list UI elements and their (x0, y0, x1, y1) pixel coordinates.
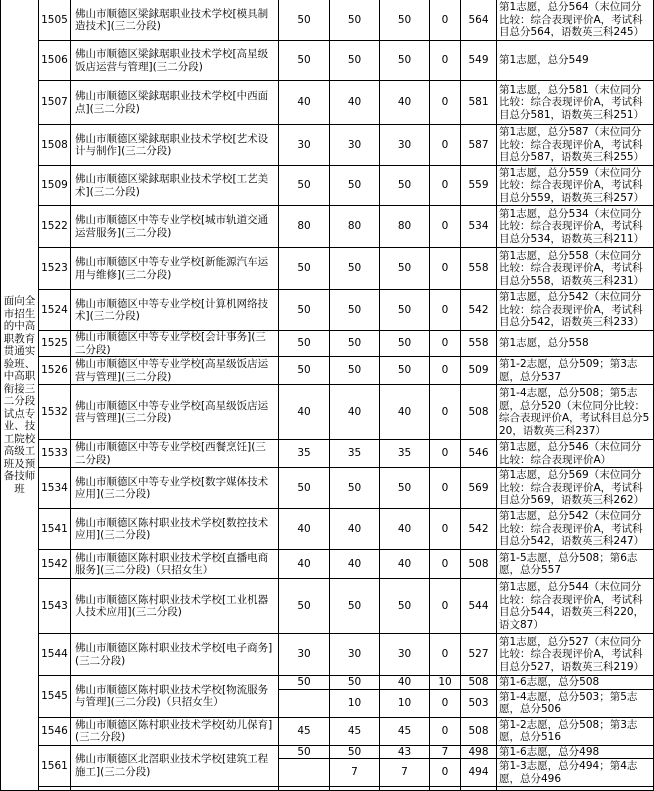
score-cell: 527 (461, 634, 497, 676)
school-major-cell: 佛山市顺德区中等专业学校[西餐烹饪](三二分段) (71, 440, 279, 468)
score-cell: 544 (461, 579, 497, 634)
note-cell: 第1志愿，总分564（末位同分比较：综合表现评价A，考试科目总分564，语数英三科245） (497, 0, 654, 41)
score-cell: 508 (461, 385, 497, 440)
plan-c-cell: 35 (380, 440, 430, 468)
score-cell: 509 (461, 357, 497, 385)
plan-b-cell: 30 (330, 125, 380, 166)
school-major-cell: 佛山市顺德区中等专业学校[高星级饭店运营与管理](三二分段) (71, 357, 279, 385)
plan-a-cell: 45 (279, 717, 330, 745)
plan-b-cell: 50 (330, 290, 380, 331)
score-cell: 564 (461, 0, 497, 41)
plan-b-cell: 30 (330, 634, 380, 676)
plan-c-cell: 40 (380, 81, 430, 125)
plan-b-cell: 50 (330, 0, 380, 41)
plan-d-cell: 0 (430, 81, 461, 125)
plan-c-cell: 40 (380, 509, 430, 550)
code-cell: 1534 (39, 468, 71, 509)
plan-d-cell: 0 (430, 509, 461, 550)
score-cell: 549 (461, 41, 497, 81)
table-body (1, 0, 654, 791)
note-cell: 第1志愿，总分544（末位同分比较：综合表现评价A，考试科目总分544，语数英三科220，语文87） (497, 579, 654, 634)
note-cell: 第1志愿，总分581（末位同分比较：综合表现评价A，考试科目总分581，语数英三科251） (497, 81, 654, 125)
plan-a-cell: 40 (279, 81, 330, 125)
plan-c-cell: 50 (380, 331, 430, 357)
plan-d-cell: 0 (430, 717, 461, 745)
plan-b-cell: 10 (330, 689, 380, 717)
plan-c-cell: 7 (380, 759, 430, 787)
plan-d-cell: 7 (430, 745, 461, 759)
code-cell: 1526 (39, 357, 71, 385)
school-major-cell: 佛山市顺德区陈村职业技术学校[电子商务](三二分段) (71, 634, 279, 676)
table-row (1, 509, 654, 550)
plan-d-cell: 0 (430, 468, 461, 509)
code-cell: 1541 (39, 509, 71, 550)
plan-a-cell: 50 (279, 579, 330, 634)
plan-a-cell: 40 (279, 509, 330, 550)
plan-a-cell: 50 (279, 357, 330, 385)
plan-b-cell: 45 (330, 717, 380, 745)
score-cell: 569 (461, 468, 497, 509)
code-cell: 1561 (39, 745, 71, 787)
table-row (1, 331, 654, 357)
school-major-cell: 佛山市顺德区中等专业学校[城市轨道交通运营服务](三二分段) (71, 206, 279, 248)
table-row (1, 634, 654, 676)
table-row (1, 579, 654, 634)
plan-b-cell: 50 (330, 676, 380, 690)
score-cell: 534 (461, 206, 497, 248)
score-cell: 542 (461, 290, 497, 331)
plan-a-cell: 50 (279, 166, 330, 206)
plan-b-cell: 50 (330, 41, 380, 81)
table-row (1, 468, 654, 509)
plan-a-cell: 50 (279, 290, 330, 331)
code-cell: 1532 (39, 385, 71, 440)
plan-a-cell: 40 (279, 385, 330, 440)
note-cell: 第1志愿，总分569（末位同分比较：综合表现评价A，考试科目总分569，语数英三科262） (497, 468, 654, 509)
school-major-cell: 佛山市顺德区梁銶琚职业技术学校[中西面点](三二分段) (71, 81, 279, 125)
note-cell: 第1志愿，总分587（末位同分比较：综合表现评价A，考试科目总分587，语数英三科255） (497, 125, 654, 166)
plan-a-cell: 40 (279, 550, 330, 579)
plan-b-cell: 40 (330, 509, 380, 550)
note-cell: 第1志愿，总分542（末位同分比较：综合表现评价A，考试科目总分542，语数英三科247） (497, 509, 654, 550)
school-major-cell: 佛山市顺德区中等专业学校[计算机网络技术](三二分段) (71, 290, 279, 331)
note-cell: 第1-2志愿，总分508；第3志愿，总分516 (497, 717, 654, 745)
score-cell: 508 (461, 676, 497, 690)
note-cell: 第1志愿，总分546（末位同分比较：综合表现评价A） (497, 440, 654, 468)
table-row (1, 385, 654, 440)
plan-c-cell: 10 (380, 689, 430, 717)
code-cell: 1506 (39, 41, 71, 81)
note-cell: 第1-5志愿，总分508；第6志愿，总分557 (497, 550, 654, 579)
plan-d-cell: 0 (430, 579, 461, 634)
plan-c-cell: 50 (380, 41, 430, 81)
plan-d-cell: 0 (430, 357, 461, 385)
table-row (1, 166, 654, 206)
school-major-cell: 佛山市顺德区陈村职业技术学校[工业机器人技术应用](三二分段) (71, 579, 279, 634)
plan-c-cell: 30 (380, 125, 430, 166)
plan-a-cell (279, 689, 330, 717)
code-cell: 1546 (39, 717, 71, 745)
plan-c-cell: 45 (380, 717, 430, 745)
plan-b-cell: 40 (330, 81, 380, 125)
school-major-cell: 佛山市顺德区梁銶琚职业技术学校[工艺美术](三二分段) (71, 166, 279, 206)
table-row (1, 676, 654, 690)
note-cell: 第1-4志愿，总分503；第5志愿，总分506 (497, 689, 654, 717)
plan-d-cell: 0 (430, 689, 461, 717)
score-cell: 558 (461, 331, 497, 357)
plan-d-cell: 0 (430, 385, 461, 440)
plan-b-cell: 7 (330, 759, 380, 787)
plan-a-cell: 80 (279, 206, 330, 248)
note-cell: 第1-6志愿，总分498 (497, 745, 654, 759)
school-major-cell: 佛山市顺德区陈村职业技术学校[幼儿保育](三二分段) (71, 717, 279, 745)
score-cell: 542 (461, 509, 497, 550)
plan-b-cell: 40 (330, 550, 380, 579)
table-row (1, 290, 654, 331)
school-major-cell: 佛山市顺德区北滘职业技术学校[建筑工程施工](三二分段) (71, 745, 279, 787)
note-cell: 第1-3志愿，总分494；第4志愿，总分496 (497, 759, 654, 787)
table-row (1, 41, 654, 81)
plan-a-cell: 35 (279, 440, 330, 468)
plan-b-cell: 50 (330, 357, 380, 385)
note-cell: 第1志愿，总分549 (497, 41, 654, 81)
code-cell: 1542 (39, 550, 71, 579)
table-row (1, 550, 654, 579)
plan-d-cell: 10 (430, 676, 461, 690)
note-cell: 第1志愿，总分542（末位同分比较：综合表现评价A，考试科目总分542，语数英三科233） (497, 290, 654, 331)
school-major-cell: 佛山市顺德区陈村职业技术学校[物流服务与管理](三二分段)（只招女生） (71, 676, 279, 718)
school-major-cell: 佛山市顺德区中等专业学校[新能源汽车运用与维修](三二分段) (71, 248, 279, 290)
code-cell: 1508 (39, 125, 71, 166)
score-cell: 508 (461, 550, 497, 579)
note-cell: 第1志愿，总分558 (497, 331, 654, 357)
plan-b-cell: 80 (330, 206, 380, 248)
code-cell: 1545 (39, 676, 71, 718)
note-cell: 第1志愿，总分527（末位同分比较：综合表现评价A，考试科目总分527，语数英三科219） (497, 634, 654, 676)
plan-d-cell: 0 (430, 634, 461, 676)
plan-d-cell: 0 (430, 290, 461, 331)
table-row (1, 125, 654, 166)
table-row (1, 717, 654, 745)
code-cell: 1525 (39, 331, 71, 357)
code-cell: 1523 (39, 248, 71, 290)
plan-b-cell: 50 (330, 248, 380, 290)
note-cell: 第1志愿，总分558（末位同分比较：综合表现评价A，考试科目总分558，语数英三科231） (497, 248, 654, 290)
plan-b-cell: 40 (330, 385, 380, 440)
plan-d-cell: 0 (430, 206, 461, 248)
note-cell: 第1-2志愿，总分509；第3志愿，总分537 (497, 357, 654, 385)
score-cell: 508 (461, 717, 497, 745)
code-cell: 1544 (39, 634, 71, 676)
plan-b-cell: 50 (330, 468, 380, 509)
plan-a-cell: 50 (279, 248, 330, 290)
plan-c-cell: 43 (380, 745, 430, 759)
score-cell: 559 (461, 166, 497, 206)
table-row (1, 248, 654, 290)
plan-a-cell: 50 (279, 331, 330, 357)
plan-c-cell: 80 (380, 206, 430, 248)
code-cell: 1524 (39, 290, 71, 331)
plan-c-cell: 40 (380, 385, 430, 440)
plan-c-cell: 30 (380, 634, 430, 676)
note-cell: 第1志愿，总分534（末位同分比较：综合表现评价A，考试科目总分534，语数英三科211） (497, 206, 654, 248)
table-row (1, 440, 654, 468)
school-major-cell: 佛山市顺德区梁銶琚职业技术学校[艺术设计与制作](三二分段) (71, 125, 279, 166)
school-major-cell: 佛山市顺德区梁銶琚职业技术学校[高星级饭店运营与管理](三二分段) (71, 41, 279, 81)
plan-c-cell: 50 (380, 290, 430, 331)
code-cell: 1509 (39, 166, 71, 206)
code-cell: 1505 (39, 0, 71, 41)
table-row (1, 81, 654, 125)
plan-a-cell: 50 (279, 745, 330, 759)
plan-c-cell: 40 (380, 676, 430, 690)
code-cell: 1543 (39, 579, 71, 634)
plan-c-cell: 50 (380, 248, 430, 290)
plan-d-cell: 0 (430, 248, 461, 290)
score-cell: 581 (461, 81, 497, 125)
plan-c-cell: 50 (380, 579, 430, 634)
plan-d-cell: 0 (430, 550, 461, 579)
school-major-cell: 佛山市顺德区中等专业学校[会计事务](三二分段) (71, 331, 279, 357)
plan-b-cell: 50 (330, 166, 380, 206)
score-cell: 558 (461, 248, 497, 290)
plan-d-cell: 0 (430, 125, 461, 166)
plan-a-cell: 50 (279, 41, 330, 81)
category-cell: 面向全市招生的中高职教育贯通实验班、中高职衔接三二分段试点专业、技工院校高级工班及预备技师班 (1, 0, 39, 791)
plan-c-cell: 50 (380, 468, 430, 509)
plan-a-cell: 30 (279, 125, 330, 166)
plan-c-cell: 50 (380, 166, 430, 206)
plan-a-cell (279, 759, 330, 787)
score-cell: 503 (461, 689, 497, 717)
plan-c-cell: 40 (380, 550, 430, 579)
school-major-cell: 佛山市顺德区陈村职业技术学校[直播电商服务](三二分段)（只招女生） (71, 550, 279, 579)
code-cell: 1522 (39, 206, 71, 248)
code-cell: 1533 (39, 440, 71, 468)
score-cell: 587 (461, 125, 497, 166)
note-cell: 第1-6志愿，总分508 (497, 676, 654, 690)
plan-b-cell: 50 (330, 579, 380, 634)
plan-c-cell: 50 (380, 357, 430, 385)
plan-a-cell: 50 (279, 0, 330, 41)
table-row (1, 745, 654, 759)
plan-a-cell: 50 (279, 676, 330, 690)
table-row (1, 206, 654, 248)
score-cell: 546 (461, 440, 497, 468)
plan-b-cell: 50 (330, 331, 380, 357)
code-cell: 1507 (39, 81, 71, 125)
plan-d-cell: 0 (430, 0, 461, 41)
note-cell: 第1-4志愿，总分508；第5志愿，总分520（末位同分比较：综合表现评价A，考试科目总分520，语数英三科237） (497, 385, 654, 440)
plan-a-cell: 30 (279, 634, 330, 676)
plan-c-cell: 50 (380, 0, 430, 41)
plan-d-cell: 0 (430, 759, 461, 787)
plan-d-cell: 0 (430, 41, 461, 81)
school-major-cell: 佛山市顺德区陈村职业技术学校[数控技术应用](三二分段) (71, 509, 279, 550)
score-cell: 498 (461, 745, 497, 759)
plan-b-cell: 50 (330, 745, 380, 759)
score-cell: 494 (461, 759, 497, 787)
plan-d-cell: 0 (430, 440, 461, 468)
school-major-cell: 佛山市顺德区梁銶琚职业技术学校[模具制造技术](三二分段) (71, 0, 279, 41)
note-cell: 第1志愿，总分559（末位同分比较：综合表现评价A，考试科目总分559，语数英三科257） (497, 166, 654, 206)
plan-d-cell: 0 (430, 331, 461, 357)
table-row (1, 357, 654, 385)
table-row (1, 0, 654, 41)
school-major-cell: 佛山市顺德区中等专业学校[数字媒体技术应用](三二分段) (71, 468, 279, 509)
plan-a-cell: 50 (279, 468, 330, 509)
plan-b-cell: 35 (330, 440, 380, 468)
plan-d-cell: 0 (430, 166, 461, 206)
school-major-cell: 佛山市顺德区中等专业学校[高星级饭店运营与管理](三二分段) (71, 385, 279, 440)
